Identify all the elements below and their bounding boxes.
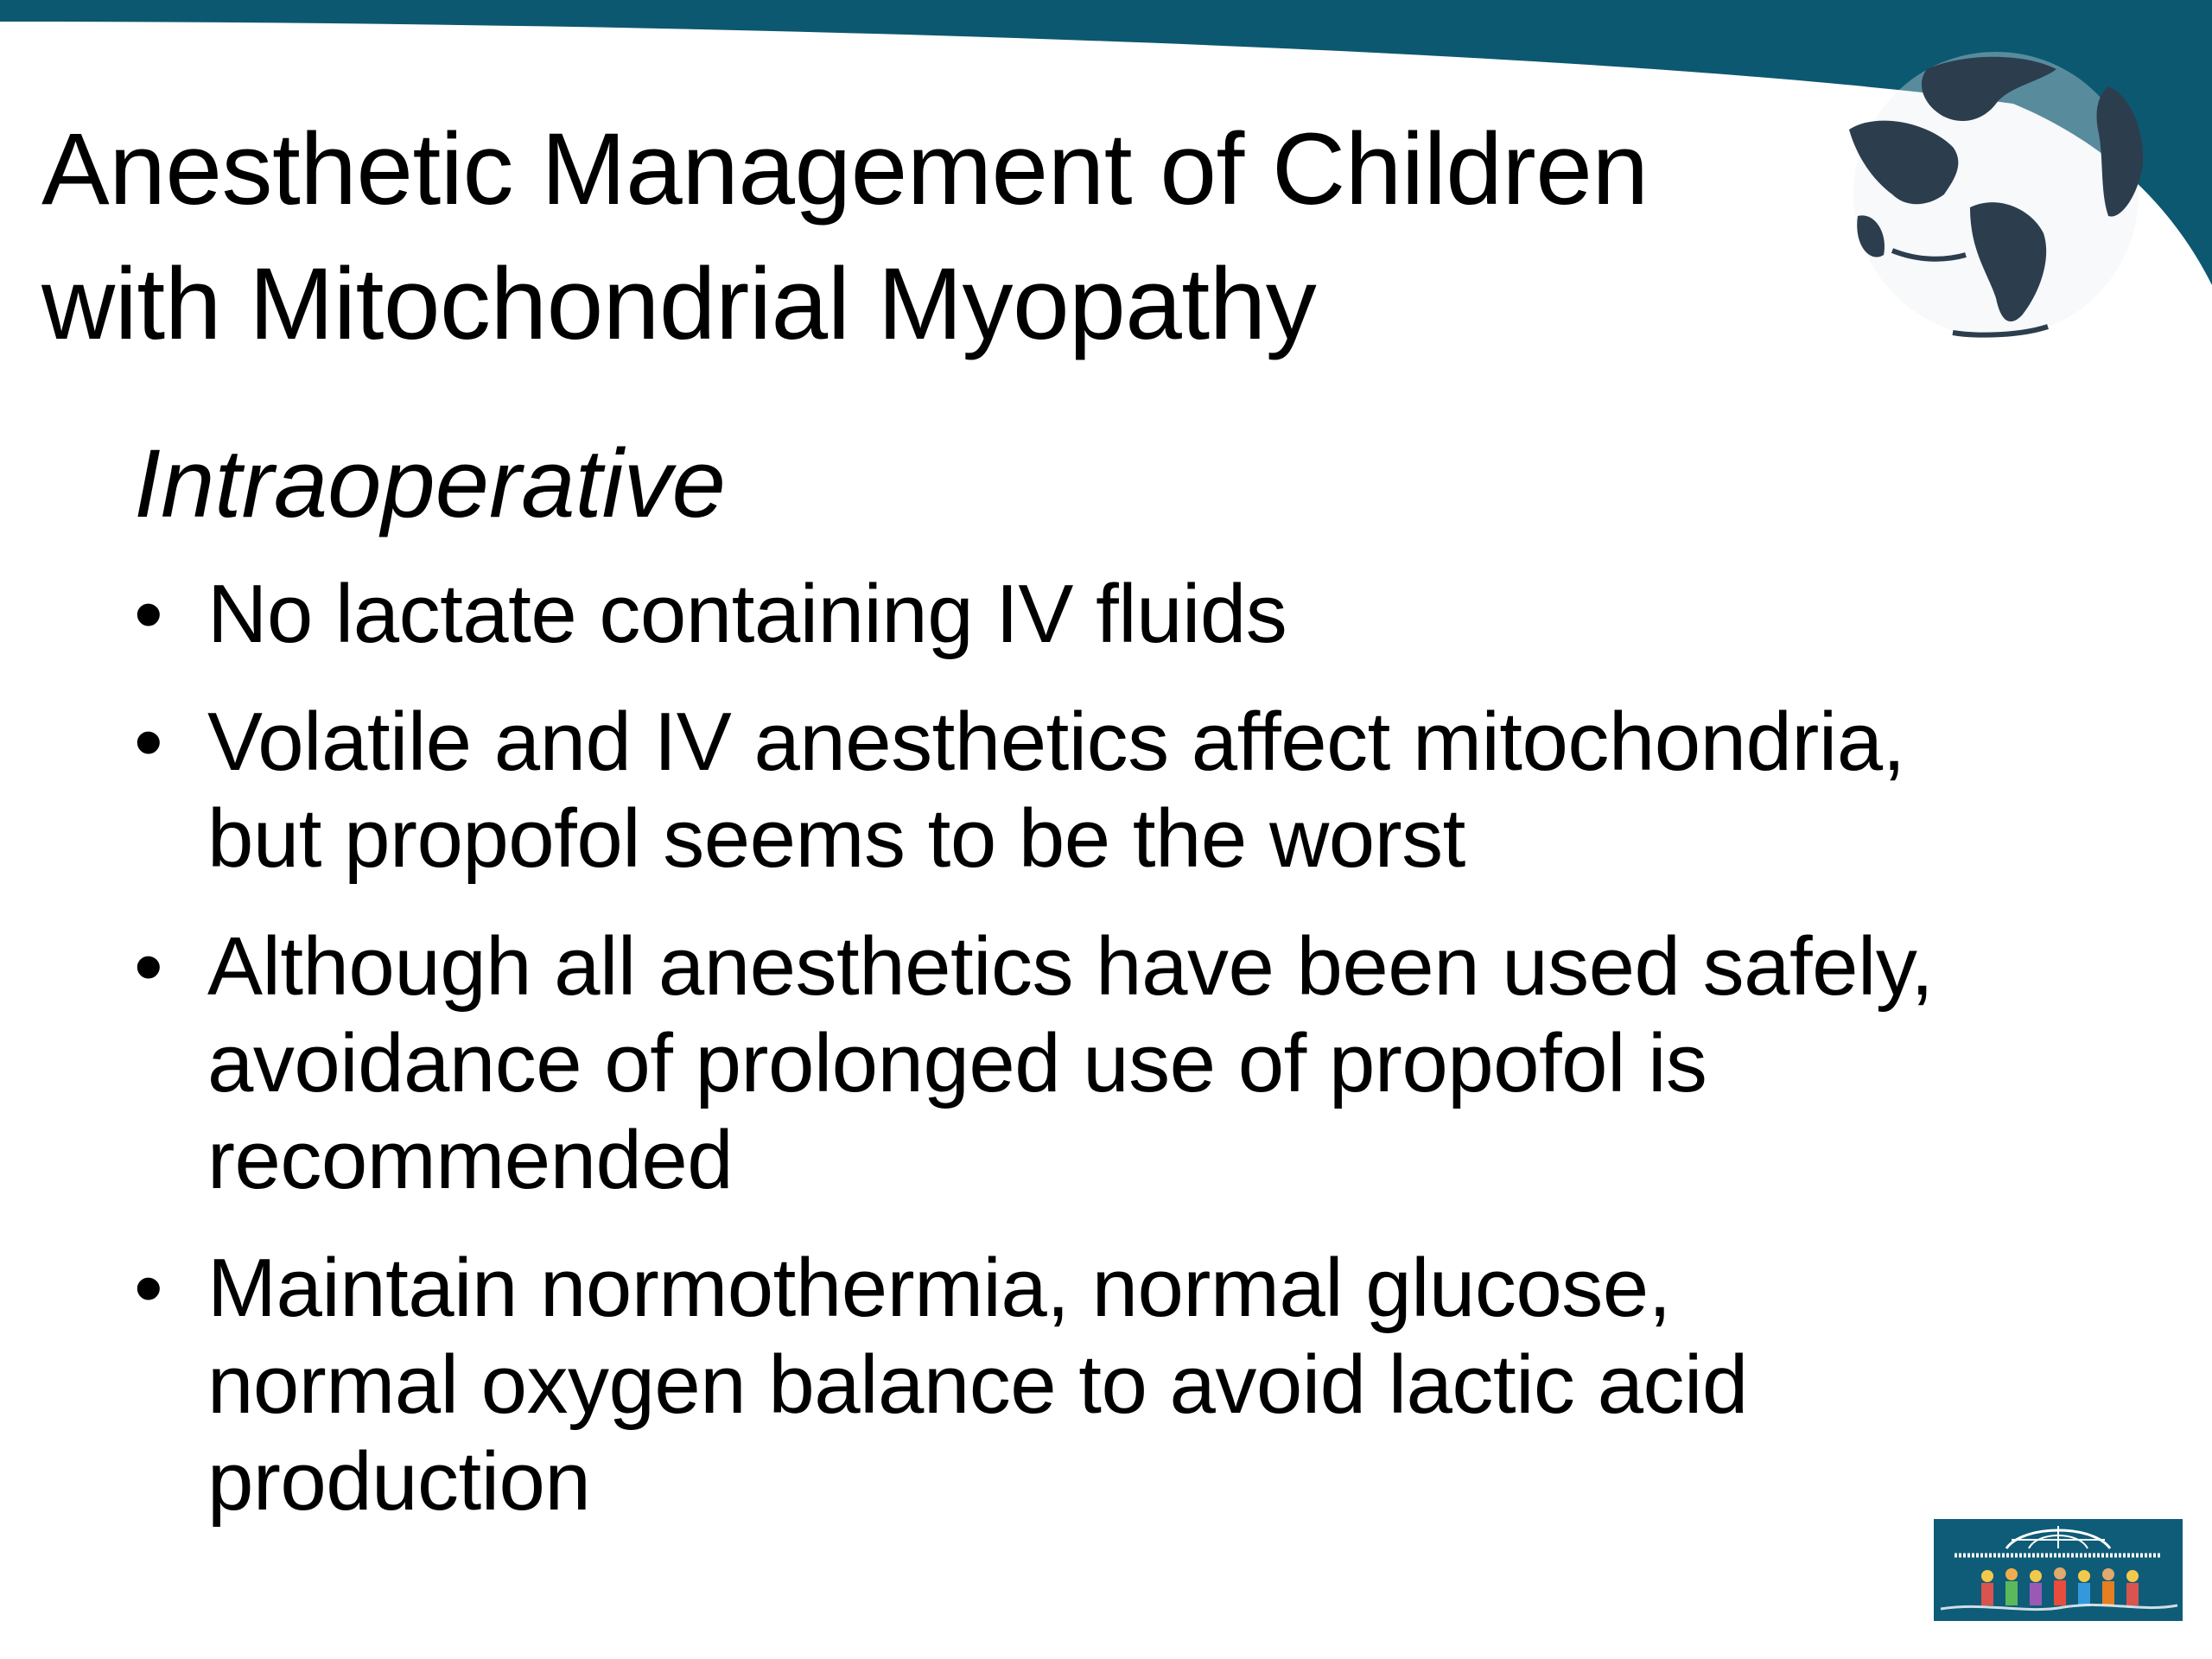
bullet-icon: • [134, 568, 163, 660]
bullet-text: normal oxygen balance to avoid lactic acid [207, 1338, 1748, 1431]
title-line: with Mitochondrial Myopathy [41, 247, 1317, 361]
bullet-icon: • [134, 920, 163, 1013]
bullet-list [134, 566, 2182, 1561]
bullet-text: Volatile and IV anesthetics affect mitochondria, [207, 696, 1905, 788]
bullet-item [134, 694, 2182, 887]
bullet-item [134, 566, 2182, 663]
bullet-text: recommended [207, 1114, 734, 1206]
bullet-text: Although all anesthetics have been used safely, [207, 920, 1934, 1013]
bullet-icon: • [134, 1242, 163, 1334]
title-line: Anesthetic Management of Children [41, 112, 1649, 226]
bullet-text: but propofol seems to be the worst [207, 792, 1465, 885]
bullet-text: Maintain normothermia, normal glucose, [207, 1242, 1671, 1334]
bullet-icon: • [134, 696, 163, 788]
society-logo-icon [1934, 1519, 2183, 1621]
globe-icon [1823, 35, 2169, 346]
bullet-text: avoidance of prolonged use of propofol is [207, 1017, 1707, 1109]
bullet-text: No lactate containing IV fluids [207, 568, 1287, 660]
bullet-text: production [207, 1435, 591, 1528]
section-subtitle: Intraoperative [134, 429, 726, 537]
bullet-item [134, 918, 2182, 1209]
bullet-item [134, 1240, 2182, 1530]
slide-title [41, 102, 1856, 372]
